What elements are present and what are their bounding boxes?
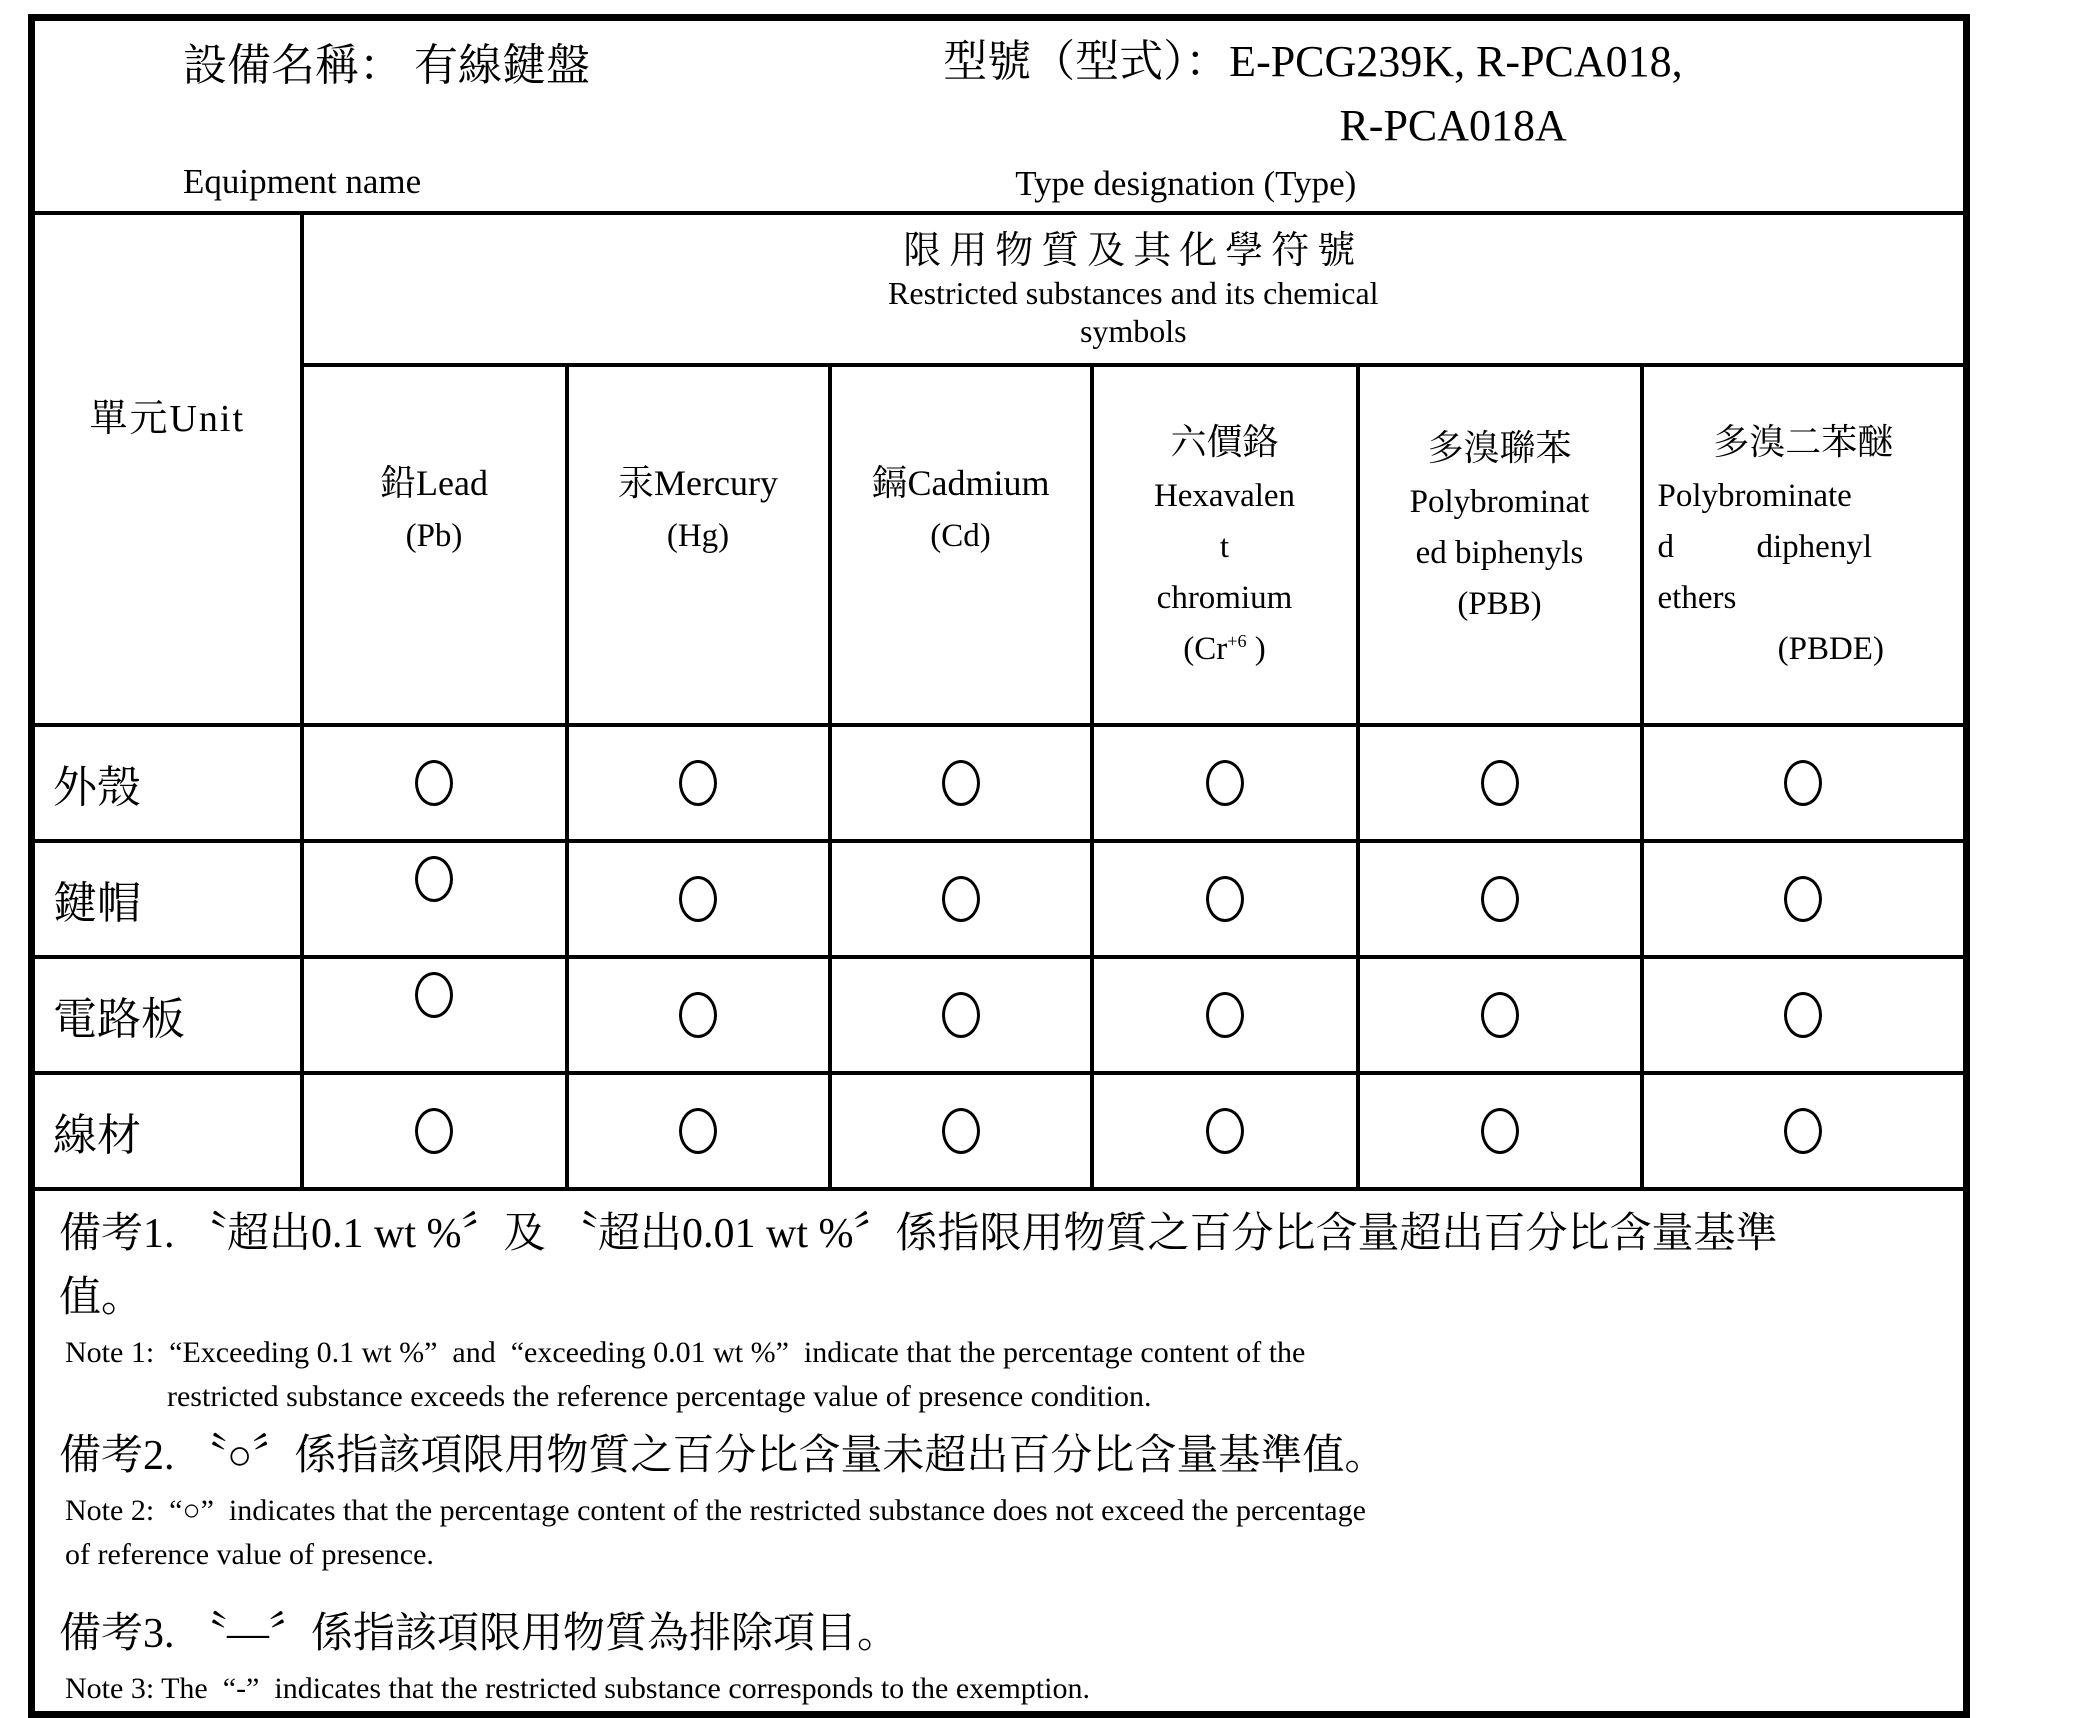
row-label-keycap: 鍵帽 bbox=[32, 841, 302, 957]
equipment-name-block bbox=[35, 21, 941, 211]
chromium-label-en2: t bbox=[1219, 528, 1230, 565]
mark-cell bbox=[302, 725, 567, 841]
chromium-label-zh: 六價鉻 bbox=[1170, 421, 1279, 462]
circle-mark bbox=[1481, 1108, 1519, 1154]
note3-zh: 備考3. 〝—〞係指該項限用物質為排除項目。 bbox=[59, 1610, 900, 1657]
cadmium-label: 鎘Cadmium bbox=[871, 462, 1050, 503]
lead-label: 鉛Lead bbox=[380, 462, 488, 503]
mark-cell bbox=[830, 725, 1092, 841]
pbb-label-en1: Polybrominat bbox=[1409, 484, 1590, 521]
circle-mark bbox=[679, 876, 717, 922]
pbb-label-zh: 多溴聯苯 bbox=[1427, 428, 1572, 469]
mark-cell bbox=[1358, 957, 1642, 1073]
pbde-label-zh: 多溴二苯醚 bbox=[1713, 421, 1894, 462]
circle-mark bbox=[1784, 876, 1822, 922]
rohs-table bbox=[28, 14, 1970, 1718]
restricted-title-en2: symbols bbox=[1079, 312, 1187, 349]
row-label-enclosure: 外殼 bbox=[32, 725, 302, 841]
lead-symbol: (Pb) bbox=[405, 518, 463, 555]
mark-cell bbox=[302, 841, 567, 957]
mark-cell bbox=[567, 841, 830, 957]
circle-mark bbox=[415, 1108, 453, 1154]
unit-header-label: 單元Unit bbox=[89, 397, 246, 440]
title-cell bbox=[32, 18, 1967, 214]
equipment-name-en: Equipment name bbox=[183, 161, 422, 201]
circle-mark bbox=[942, 760, 980, 806]
title-row bbox=[32, 18, 1967, 214]
note1-zh-line2: 值。 bbox=[59, 1274, 144, 1321]
circle-mark bbox=[1481, 876, 1519, 922]
pbb-label-en2: ed biphenyls bbox=[1415, 535, 1584, 572]
restricted-title-en1: Restricted substances and its chemical bbox=[888, 275, 1379, 311]
notes-row bbox=[32, 1189, 1967, 1714]
mark-cell bbox=[1358, 725, 1642, 841]
substance-col-cadmium bbox=[830, 365, 1092, 725]
note1-zh-line1: 備考1. 〝超出0.1 wt %〞及 〝超出0.01 wt %〞係指限用物質之百分比含量超出百分比含量基準 bbox=[59, 1211, 1778, 1257]
model-number-line1: 型號（型式）：E-PCG239K, R-PCA018, bbox=[943, 37, 1683, 86]
note2-zh: 備考2. 〝○〞係指該項限用物質之百分比含量未超出百分比含量基準值。 bbox=[59, 1432, 1387, 1479]
type-designation-en: Type designation (Type) bbox=[1015, 163, 1357, 203]
row-label-circuit-board: 電路板 bbox=[32, 957, 302, 1073]
circle-mark bbox=[679, 1108, 717, 1154]
circle-mark bbox=[1206, 760, 1244, 806]
chromium-formula: ($Cr^{+6}$ ) bbox=[1183, 631, 1266, 668]
note3-en: Note 3: The “-” indicates that the restricted substance corresponds to the exemption. bbox=[65, 1671, 1090, 1705]
model-number-line2: R-PCA018A bbox=[1339, 100, 1567, 150]
substance-header-row bbox=[32, 365, 1967, 725]
notes-cell bbox=[32, 1189, 1967, 1714]
note1-en-line1: Note 1: “Exceeding 0.1 wt %” and “exceeding 0.01 wt %” indicate that the percentage content of the bbox=[65, 1335, 1306, 1369]
circle-mark bbox=[679, 992, 717, 1038]
mark-cell bbox=[1642, 841, 1967, 957]
unit-header-cell bbox=[32, 213, 302, 725]
circle-mark bbox=[942, 1108, 980, 1154]
restricted-title-zh: 限用物質及其化學符號 bbox=[903, 229, 1364, 272]
mark-cell bbox=[1358, 841, 1642, 957]
substance-col-mercury bbox=[567, 365, 830, 725]
mark-cell bbox=[302, 1073, 567, 1189]
table-row-enclosure bbox=[32, 725, 1967, 841]
mark-cell bbox=[567, 725, 830, 841]
mark-cell bbox=[1092, 725, 1358, 841]
mark-cell bbox=[830, 1073, 1092, 1189]
chromium-label-en1: Hexavalen bbox=[1153, 477, 1296, 514]
mark-cell bbox=[1092, 957, 1358, 1073]
circle-mark bbox=[415, 856, 453, 902]
note2-en-line2: of reference value of presence. bbox=[65, 1537, 434, 1571]
pbb-symbol: (PBB) bbox=[1457, 586, 1542, 623]
circle-mark bbox=[1206, 992, 1244, 1038]
pbde-label-en2: d diphenyl bbox=[1657, 528, 1872, 565]
table-row-cable bbox=[32, 1073, 1967, 1189]
table-row-keycap bbox=[32, 841, 1967, 957]
mark-cell bbox=[1358, 1073, 1642, 1189]
circle-mark bbox=[679, 760, 717, 806]
circle-mark bbox=[942, 876, 980, 922]
note1-en-line2: restricted substance exceeds the reference percentage value of presence condition. bbox=[167, 1379, 1152, 1413]
note2-en-line1: Note 2: “○” indicates that the percentage content of the restricted substance does not exceed the percentage bbox=[65, 1493, 1366, 1527]
mark-cell bbox=[830, 957, 1092, 1073]
row-label-cable: 線材 bbox=[32, 1073, 302, 1189]
mark-cell bbox=[1092, 1073, 1358, 1189]
restricted-title-cell bbox=[302, 213, 1967, 365]
mark-cell bbox=[1642, 725, 1967, 841]
mark-cell bbox=[1092, 841, 1358, 957]
mercury-symbol: (Hg) bbox=[666, 518, 730, 555]
pbde-symbol: (PBDE) bbox=[1777, 631, 1884, 668]
cadmium-symbol: (Cd) bbox=[930, 518, 991, 555]
substance-col-pbb bbox=[1358, 365, 1642, 725]
mark-cell bbox=[302, 957, 567, 1073]
mercury-label: 汞Mercury bbox=[618, 462, 778, 503]
circle-mark bbox=[415, 972, 453, 1018]
mark-cell bbox=[830, 841, 1092, 957]
circle-mark bbox=[1206, 876, 1244, 922]
mark-cell bbox=[567, 1073, 830, 1189]
mark-cell bbox=[1642, 957, 1967, 1073]
circle-mark bbox=[1784, 760, 1822, 806]
mark-cell bbox=[1642, 1073, 1967, 1189]
circle-mark bbox=[1784, 1108, 1822, 1154]
substance-col-hexavalent-chromium bbox=[1092, 365, 1358, 725]
type-designation-block bbox=[941, 21, 1963, 211]
circle-mark bbox=[942, 992, 980, 1038]
circle-mark bbox=[1481, 992, 1519, 1038]
pbde-label-en3: ethers bbox=[1657, 579, 1737, 616]
circle-mark bbox=[415, 760, 453, 806]
title-layout bbox=[35, 21, 1963, 211]
equipment-name-zh: 設備名稱： 有線鍵盤 bbox=[183, 41, 590, 90]
mark-cell bbox=[567, 957, 830, 1073]
chromium-label-en3: chromium bbox=[1156, 579, 1293, 616]
table-row-circuit-board bbox=[32, 957, 1967, 1073]
circle-mark bbox=[1206, 1108, 1244, 1154]
circle-mark bbox=[1784, 992, 1822, 1038]
substance-col-lead bbox=[302, 365, 567, 725]
pbde-label-en1: Polybrominate bbox=[1657, 477, 1852, 514]
restricted-header-row bbox=[32, 213, 1967, 365]
substance-col-pbde bbox=[1642, 365, 1967, 725]
circle-mark bbox=[1481, 760, 1519, 806]
